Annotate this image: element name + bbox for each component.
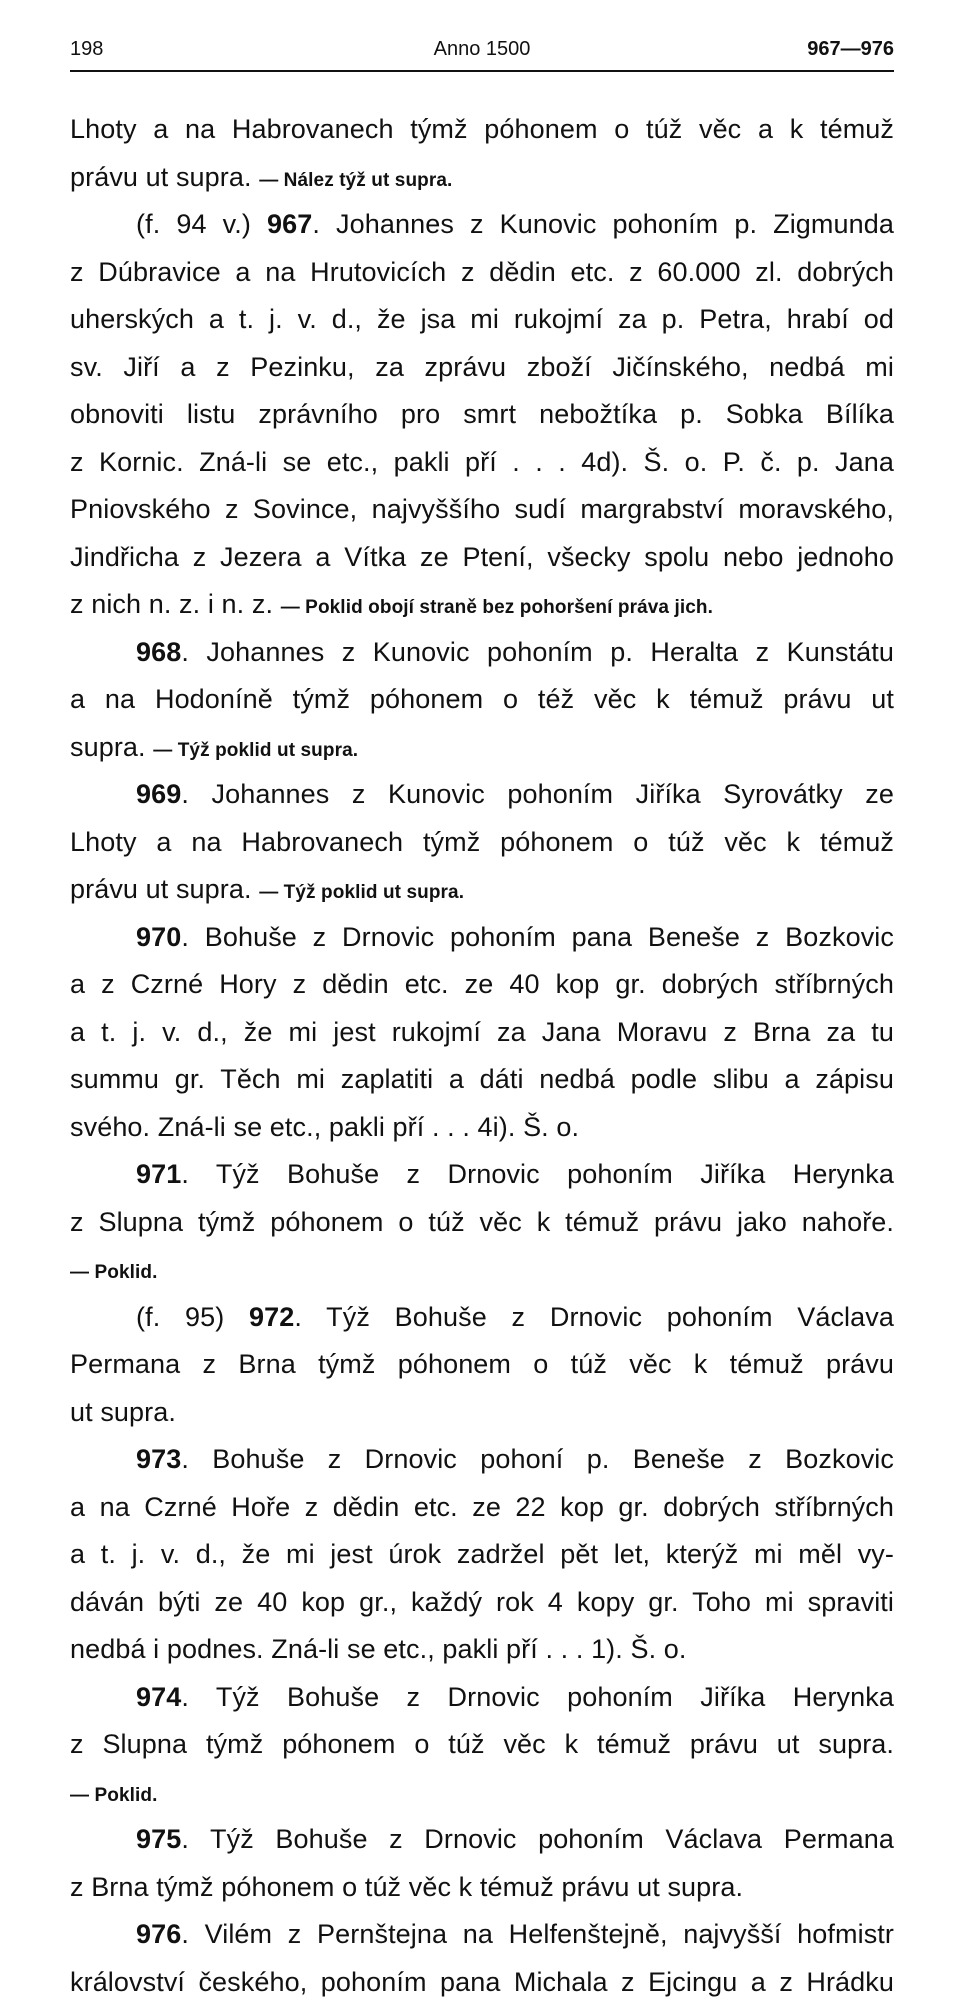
text-run: dáván býti ze 40 kop gr., každý rok 4 kopy gr. Toho mi spraviti (70, 1587, 894, 1617)
text-line (70, 391, 894, 439)
text-run: summu gr. Těch mi zaplatiti a dáti nedbá podle slibu a zápisu (70, 1064, 894, 1094)
verdict-note: — Týž poklid ut supra. (153, 740, 358, 761)
text-run: právu ut supra. (70, 874, 259, 904)
text-line (70, 961, 894, 1009)
entry-number: 969 (136, 779, 181, 809)
text-line (70, 439, 894, 487)
text-run: Pniovského z Sovince, najvyššího sudí margrabství moravského, (70, 494, 894, 524)
text-line (70, 771, 894, 819)
text-run: . Johannes z Kunovic pohoním p. Heralta z Kunstátu (181, 637, 894, 667)
text-line (70, 1009, 894, 1057)
text-run: sv. Jiří a z Pezinku, za zprávu zboží Jičínského, nedbá mi (70, 352, 894, 382)
text-run: z Dúbravice a na Hrutovicích z dědin etc. z 60.000 zl. dobrých (70, 257, 894, 287)
text-line (70, 819, 894, 867)
text-run: (f. 95) (136, 1302, 249, 1332)
text-line (70, 1341, 894, 1389)
text-line (70, 1816, 894, 1864)
text-run: Permana z Brna týmž póhonem o túž věc k témuž právu (70, 1349, 894, 1379)
text-line (70, 1864, 894, 1912)
text-run: . Týž Bohuše z Drnovic pohoním Václava Permana (181, 1824, 894, 1854)
text-run: . Týž Bohuše z Drnovic pohoním Jiříka Herynka (181, 1159, 894, 1189)
running-header (70, 36, 894, 72)
verdict-note: — Nález týž ut supra. (259, 170, 452, 191)
text-run: (f. 94 v.) (136, 209, 267, 239)
text-line (70, 724, 894, 772)
text-run: Lhoty a na Habrovanech týmž póhonem o túž věc a k témuž (70, 114, 894, 144)
text-line (70, 1626, 894, 1674)
text-run: . Týž Bohuše z Drnovic pohoním Jiříka Herynka (181, 1682, 894, 1712)
text-line (70, 1531, 894, 1579)
text-line (70, 629, 894, 677)
text-line (70, 1199, 894, 1247)
text-run: Lhoty a na Habrovanech týmž póhonem o túž věc k témuž (70, 827, 894, 857)
text-run: z Brna týmž póhonem o túž věc k témuž právu ut supra. (70, 1872, 743, 1902)
text-line (70, 1959, 894, 2006)
text-line (70, 866, 894, 914)
text-run: a t. j. v. d., že mi jest rukojmí za Jana Moravu z Brna za tu (70, 1017, 894, 1047)
text-run: . Bohuše z Drnovic pohoním pana Beneše z Bozkovic (181, 922, 894, 952)
text-line (70, 249, 894, 297)
verdict-note: — Poklid. (70, 1262, 157, 1283)
entry-number: 970 (136, 922, 181, 952)
header-title: Anno 1500 (70, 38, 894, 61)
text-line (70, 154, 894, 202)
text-run: . Johannes z Kunovic pohoním Jiříka Syrovátky ze (181, 779, 894, 809)
text-run: supra. (70, 732, 153, 762)
entry-number: 972 (249, 1302, 294, 1332)
text-line (70, 1911, 894, 1959)
entry-number: 976 (136, 1919, 181, 1949)
text-line (70, 1104, 894, 1152)
text-run: z Slupna týmž póhonem o túž věc k témuž právu ut supra. (70, 1729, 894, 1759)
text-run: Jindřicha z Jezera a Vítka ze Ptení, všecky spolu nebo jednoho (70, 542, 894, 572)
text-line (70, 914, 894, 962)
entry-number: 967 (267, 209, 312, 239)
text-line (70, 486, 894, 534)
text-line (70, 534, 894, 582)
text-run: . Vilém z Pernštejna na Helfenštejně, najvyšší hofmistr (181, 1919, 894, 1949)
text-line (70, 1579, 894, 1627)
entry-number: 971 (136, 1159, 181, 1189)
text-line (70, 296, 894, 344)
text-run: obnoviti listu zprávního pro smrt nebožtíka p. Sobka Bílíka (70, 399, 894, 429)
text-run: nedbá i podnes. Zná-li se etc., pakli pří . . . 1). Š. o. (70, 1634, 687, 1664)
text-run: a na Czrné Hoře z dědin etc. ze 22 kop gr. dobrých stříbrných (70, 1492, 894, 1522)
text-run: uherských a t. j. v. d., že jsa mi rukojmí za p. Petra, hrabí od (70, 304, 894, 334)
entry-range: 967—976 (807, 38, 894, 61)
text-run: z Kornic. Zná-li se etc., pakli pří . . . 4d). Š. o. P. č. p. Jana (70, 447, 894, 477)
text-line (70, 1721, 894, 1769)
text-line (70, 1389, 894, 1437)
text-line (70, 676, 894, 724)
text-line (70, 1151, 894, 1199)
text-body (70, 106, 894, 2006)
text-run: království českého, pohoním pana Michala z Ejcingu a z Hrádku (70, 1967, 894, 1997)
text-run: ut supra. (70, 1397, 176, 1427)
text-line (70, 1484, 894, 1532)
text-line (70, 1294, 894, 1342)
text-line (70, 1769, 894, 1817)
verdict-note: — Týž poklid ut supra. (259, 882, 464, 903)
text-run: z Slupna týmž póhonem o túž věc k témuž právu jako nahoře. (70, 1207, 894, 1237)
text-run: a na Hodoníně týmž póhonem o též věc k témuž právu ut (70, 684, 894, 714)
verdict-note: — Poklid obojí straně bez pohoršení práva jich. (281, 597, 713, 618)
text-line (70, 1056, 894, 1104)
text-run: . Johannes z Kunovic pohoním p. Zigmunda (312, 209, 894, 239)
entry-number: 968 (136, 637, 181, 667)
text-line (70, 344, 894, 392)
verdict-note: — Poklid. (70, 1785, 157, 1806)
text-line (70, 1246, 894, 1294)
text-run: právu ut supra. (70, 162, 259, 192)
text-run: . Bohuše z Drnovic pohoní p. Beneše z Bozkovic (181, 1444, 894, 1474)
text-run: a t. j. v. d., že mi jest úrok zadržel pět let, kterýž mi měl vy- (70, 1539, 894, 1569)
text-line (70, 581, 894, 629)
text-line (70, 1436, 894, 1484)
text-line (70, 201, 894, 249)
text-run: . Týž Bohuše z Drnovic pohoním Václava (294, 1302, 894, 1332)
text-line (70, 106, 894, 154)
text-run: a z Czrné Hory z dědin etc. ze 40 kop gr. dobrých stříbrných (70, 969, 894, 999)
text-line (70, 1674, 894, 1722)
text-run: svého. Zná-li se etc., pakli pří . . . 4i). Š. o. (70, 1112, 579, 1142)
page-number: 198 (70, 38, 103, 61)
entry-number: 975 (136, 1824, 181, 1854)
entry-number: 974 (136, 1682, 181, 1712)
entry-number: 973 (136, 1444, 181, 1474)
text-run: z nich n. z. i n. z. (70, 589, 281, 619)
